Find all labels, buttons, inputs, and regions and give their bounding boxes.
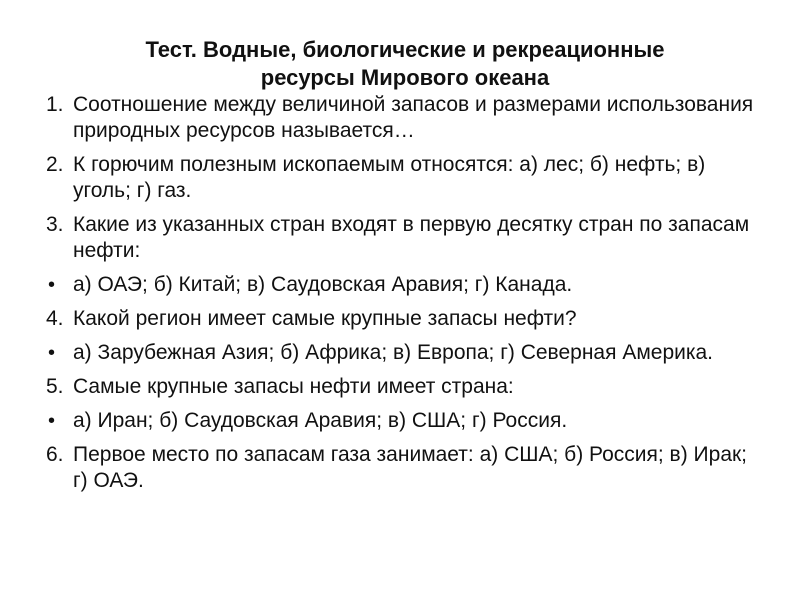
question-5 bbox=[46, 374, 756, 400]
bullet-icon: • bbox=[48, 410, 56, 432]
question-3 bbox=[46, 212, 756, 264]
question-4 bbox=[46, 306, 756, 332]
question-6 bbox=[46, 442, 756, 494]
slide-title bbox=[60, 36, 750, 92]
title-line-1: Тест. Водные, биологические и рекреационные bbox=[145, 37, 665, 62]
answer-options-3 bbox=[46, 272, 756, 298]
question-number: 2. bbox=[46, 153, 64, 176]
bullet-icon: • bbox=[48, 274, 56, 296]
question-list bbox=[46, 92, 756, 502]
question-number: 4. bbox=[46, 307, 64, 330]
question-number: 1. bbox=[46, 93, 64, 116]
answer-options-4 bbox=[46, 340, 756, 366]
question-text: Соотношение между величиной запасов и размерами использования природных ресурсов называется… bbox=[73, 93, 754, 142]
question-1 bbox=[46, 92, 756, 144]
question-number: 5. bbox=[46, 375, 64, 398]
question-text: Какой регион имеет самые крупные запасы нефти? bbox=[73, 307, 577, 330]
question-text: Первое место по запасам газа занимает: а) США; б) Россия; в) Ирак; г) ОАЭ. bbox=[73, 443, 748, 492]
question-text: К горючим полезным ископаемым относятся: а) лес; б) нефть; в) уголь; г) газ. bbox=[73, 153, 706, 202]
question-2 bbox=[46, 152, 756, 204]
answer-options-5 bbox=[46, 408, 756, 434]
answer-options-text: а) Иран; б) Саудовская Аравия; в) США; г) Россия. bbox=[73, 409, 568, 432]
answer-options-text: а) Зарубежная Азия; б) Африка; в) Европа; г) Северная Америка. bbox=[73, 341, 714, 364]
bullet-icon: • bbox=[48, 342, 56, 364]
question-number: 6. bbox=[46, 443, 64, 466]
question-number: 3. bbox=[46, 213, 64, 236]
title-line-2: ресурсы Мирового океана bbox=[260, 65, 550, 90]
question-text: Самые крупные запасы нефти имеет страна: bbox=[73, 375, 514, 398]
answer-options-text: а) ОАЭ; б) Китай; в) Саудовская Аравия; г) Канада. bbox=[73, 273, 573, 296]
question-text: Какие из указанных стран входят в первую десятку стран по запасам нефти: bbox=[73, 213, 750, 262]
